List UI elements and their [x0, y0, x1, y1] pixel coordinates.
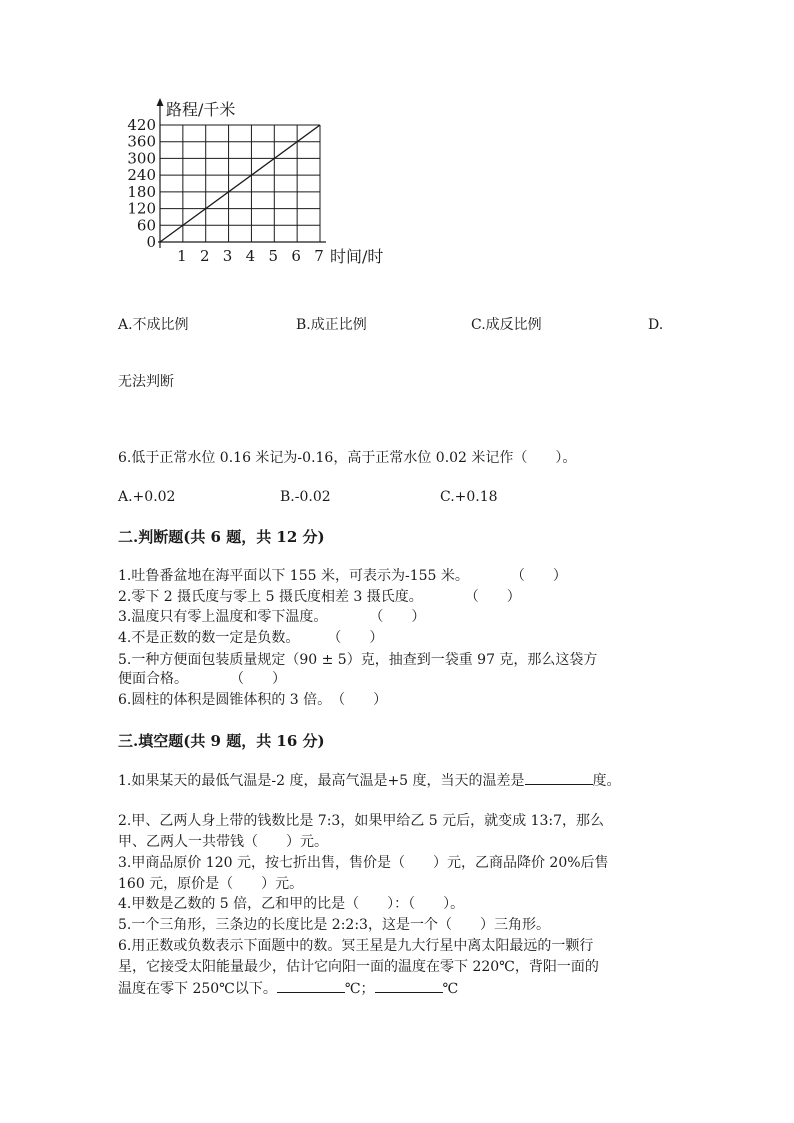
q6-option-b[interactable]: B.-0.02: [280, 489, 331, 505]
judge-item-2: 2.零下 2 摄氏度与零上 5 摄氏度相差 3 摄氏度。 （ ）: [118, 589, 521, 605]
section-2-heading: 二.判断题(共 6 题，共 12 分): [118, 528, 325, 546]
x-tick-label: 1: [177, 247, 187, 265]
fill-item-4: 4.甲数是乙数的 5 倍，乙和甲的比是（ ）：（ ）。: [118, 896, 465, 912]
judge-item-4: 4.不是正数的数一定是负数。 （ ）: [118, 630, 384, 646]
y-tick-label: 360: [127, 132, 156, 151]
x-tick-label: 4: [245, 247, 256, 265]
y-tick-label: 300: [127, 149, 156, 168]
fill-item-2: 2.甲、乙两人身上带的钱数比是 7:3，如果甲给乙 5 元后，就变成 13:7，那么: [118, 813, 605, 829]
x-tick-label: 5: [268, 247, 279, 265]
y-tick-label: 60: [136, 216, 156, 235]
q6-question: 6.低于正常水位 0.16 米记为-0.16，高于正常水位 0.02 米记作（ ）。: [118, 450, 577, 466]
fill-item-6-unit-1: ℃；: [344, 981, 375, 997]
judge-item-6: 6.圆柱的体积是圆锥体积的 3 倍。 （ ）: [118, 692, 388, 708]
fill-item-5: 5.一个三角形，三条边的长度比是 2:2:3，这是一个（ ）三角形。: [118, 917, 550, 933]
q5-option-d-text: 无法判断: [118, 374, 174, 390]
y-axis-arrow: [157, 98, 164, 106]
y-tick-label: 120: [127, 199, 156, 218]
fill-item-1-text: 1.如果某天的最低气温是-2 度，最高气温是+5 度，当天的温差是: [118, 773, 525, 789]
fill-item-2-cont: 甲、乙两人一共带钱（ ）元。: [118, 834, 328, 850]
fill-item-6-last: [118, 978, 458, 999]
fill-item-6-last-text: 温度在零下 250℃以下。: [118, 981, 277, 997]
y-tick-labels: [127, 116, 156, 251]
x-tick-label: 7: [314, 247, 324, 265]
x-tick-label: 2: [199, 247, 210, 265]
q6-option-a[interactable]: A.+0.02: [118, 489, 176, 505]
fill-item-6: 6.用正数或负数表示下面题中的数。冥王星是九大行星中离太阳最远的一颗行: [118, 938, 594, 954]
x-axis-label: 时间/时: [330, 247, 384, 266]
judge-item-5-cont: 便面合格。 （ ）: [118, 671, 286, 687]
fill-blank[interactable]: [277, 978, 345, 993]
series-line: [160, 125, 320, 242]
y-tick-label: 180: [127, 182, 156, 201]
x-tick-labels: [177, 247, 324, 265]
judge-item-1: 1.吐鲁番盆地在海平面以下 155 米，可表示为-155 米。 （ ）: [118, 568, 567, 584]
judge-item-5: 5.一种方便面包装质量规定（90 ± 5）克，抽查到一袋重 97 克，那么这袋方: [118, 652, 598, 668]
fill-item-1-unit: 度。: [592, 773, 621, 789]
x-tick-label: 3: [222, 247, 233, 265]
distance-time-chart: [118, 95, 408, 270]
fill-blank[interactable]: [525, 770, 593, 785]
y-tick-label: 420: [127, 116, 156, 134]
chart-series: [160, 125, 320, 242]
fill-item-6-unit-2: ℃: [442, 981, 459, 997]
q5-option-a[interactable]: A.不成比例: [118, 317, 189, 333]
fill-blank[interactable]: [375, 978, 443, 993]
y-axis-label: 路程/千米: [166, 100, 236, 119]
q5-option-b[interactable]: B.成正比例: [296, 317, 367, 333]
x-tick-label: 6: [291, 247, 301, 265]
fill-item-3-cont: 160 元，原价是（ ）元。: [118, 876, 304, 892]
y-tick-label: 0: [146, 233, 156, 251]
q5-option-d[interactable]: D.: [648, 317, 664, 333]
fill-item-6-cont: 星，它接受太阳能量最少，估计它向阳一面的温度在零下 220℃，背阳一面的: [118, 959, 599, 975]
fill-item-3: 3.甲商品原价 120 元，按七折出售，售价是（ ）元，乙商品降价 20%后售: [118, 855, 609, 871]
q6-option-c[interactable]: C.+0.18: [440, 489, 498, 505]
y-tick-label: 240: [127, 166, 156, 185]
q5-option-c[interactable]: C.成反比例: [471, 317, 542, 333]
fill-item-1: [118, 770, 621, 791]
section-3-heading: 三.填空题(共 9 题，共 16 分): [118, 732, 325, 750]
judge-item-3: 3.温度只有零上温度和零下温度。 （ ）: [118, 609, 426, 625]
